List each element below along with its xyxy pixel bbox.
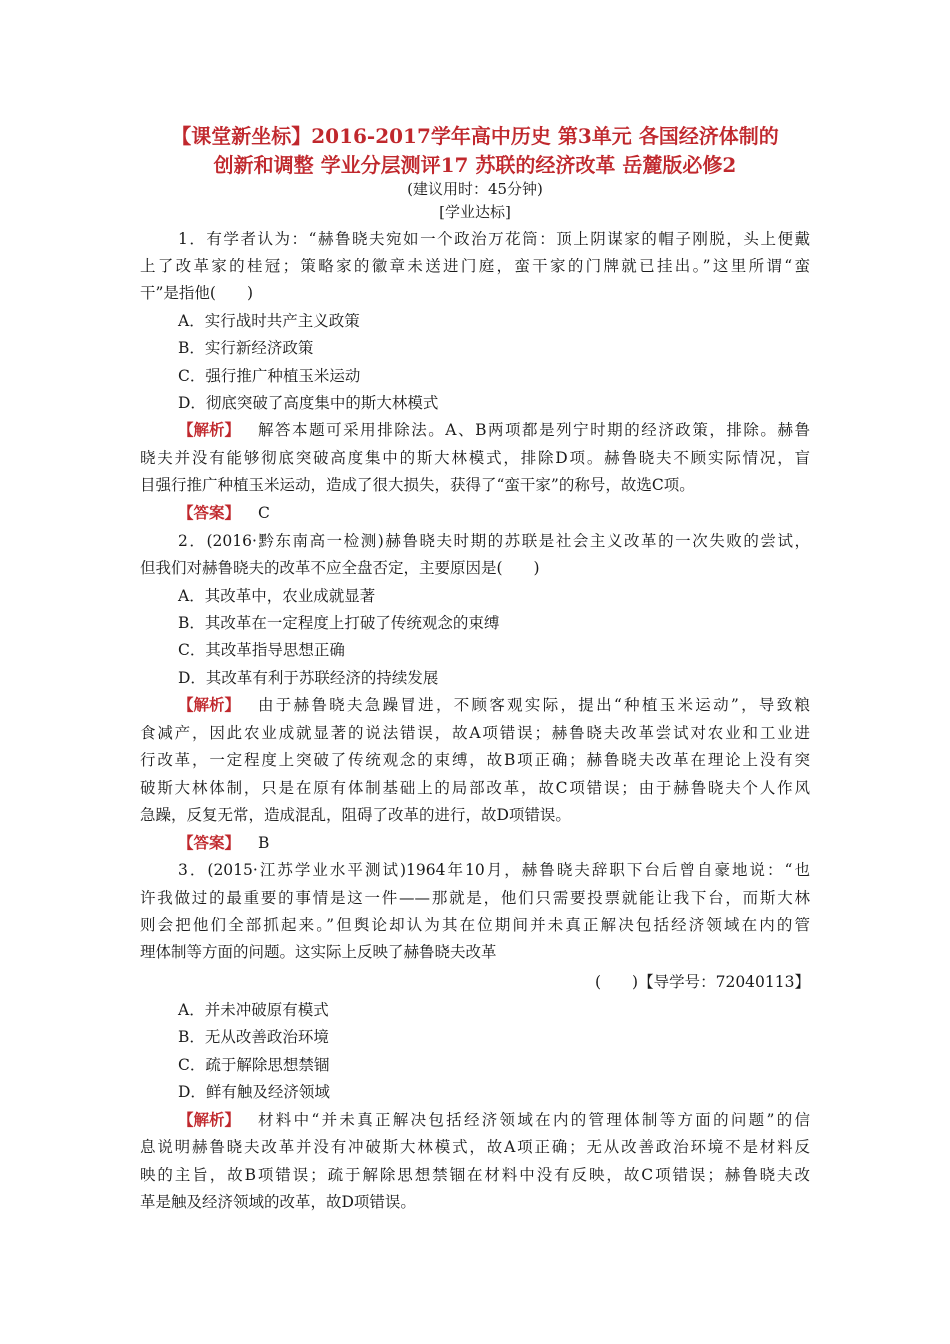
q1-answer-label: 【答案】 [178, 503, 241, 522]
q2-option-a: A．其改革中，农业成就显著 [178, 587, 376, 605]
q3-stem-line: 许我做过的最重要的事情是这一件——那就是，他们只需要投票就能让我下台，而斯大林 [140, 889, 810, 907]
q3-option-c: C．疏于解除思想禁锢 [178, 1056, 330, 1074]
q2-analysis-line: 由于赫鲁晓夫急躁冒进，不顾客观实际，提出“种植玉米运动”，导致粮 [258, 696, 810, 714]
q3-analysis-line: 材料中“并未真正解决包括经济领域在内的管理体制等方面的问题”的信 [258, 1111, 810, 1129]
time-hint: (建议用时：45分钟) [407, 180, 543, 198]
q3-option-d: D．鲜有触及经济领域 [178, 1083, 330, 1101]
q1-option-b: B．实行新经济政策 [178, 339, 314, 357]
q2-option-b: B．其改革在一定程度上打破了传统观念的束缚 [178, 614, 500, 632]
q1-stem-line: 干”是指他( ) [140, 284, 254, 302]
q3-analysis-line: 革是触及经济领域的改革，故D项错误。 [140, 1193, 416, 1211]
q1-analysis-label: 【解析】 [178, 420, 241, 439]
q3-analysis-line: 映的主旨，故B项错误；疏于解除思想禁锢在材料中没有反映，故C项错误；赫鲁晓夫改 [140, 1166, 810, 1184]
q2-analysis-line: 破斯大林体制，只是在原有体制基础上的局部改革，故C项错误；由于赫鲁晓夫个人作风 [140, 779, 810, 797]
document-title-line-1: 【课堂新坐标】2016-2017学年高中历史 第3单元 各国经济体制的 [171, 124, 779, 148]
document-title-line-2: 创新和调整 学业分层测评17 苏联的经济改革 岳麓版必修2 [213, 153, 737, 177]
q1-stem-line: 1．有学者认为：“赫鲁晓夫宛如一个政治万花筒：顶上阴谋家的帽子刚脱，头上便戴 [178, 230, 810, 248]
section-heading: [学业达标] [439, 203, 511, 221]
q3-stem-line: 3．(2015·江苏学业水平测试)1964年10月，赫鲁晓夫辞职下台后曾自豪地说：“也 [178, 861, 810, 879]
q3-option-a: A．并未冲破原有模式 [178, 1001, 329, 1019]
q3-analysis-line: 息说明赫鲁晓夫改革并没有冲破斯大林模式，故A项正确；无从改善政治环境不是材料反 [140, 1138, 810, 1156]
q3-stem-line: 则会把他们全部抓起来。”但舆论却认为其在位期间并未真正解决包括经济领域在内的管 [140, 916, 810, 934]
q1-analysis-line: 目强行推广种植玉米运动，造成了很大损失，获得了“蛮干家”的称号，故选C项。 [140, 476, 695, 494]
q2-analysis-line: 急躁，反复无常，造成混乱，阻碍了改革的进行，故D项错误。 [140, 806, 571, 824]
q2-analysis-line: 行改革，一定程度上突破了传统观念的束缚，故B项正确；赫鲁晓夫改革在理论上没有突 [140, 751, 810, 769]
q3-bracket-and-guide-number: ( )【导学号：72040113】 [595, 973, 810, 991]
q2-analysis-line: 食减产，因此农业成就显著的说法错误，故A项错误；赫鲁晓夫改革尝试对农业和工业进 [140, 724, 810, 742]
q2-stem-line: 但我们对赫鲁晓夫的改革不应全盘否定，主要原因是( ) [140, 559, 540, 577]
q1-analysis-line: 解答本题可采用排除法。A、B两项都是列宁时期的经济政策，排除。赫鲁 [258, 421, 810, 439]
q1-option-d: D．彻底突破了高度集中的斯大林模式 [178, 394, 439, 412]
q1-option-a: A．实行战时共产主义政策 [178, 312, 360, 330]
q3-analysis-label: 【解析】 [178, 1110, 241, 1129]
q2-option-d: D．其改革有利于苏联经济的持续发展 [178, 669, 439, 687]
q1-analysis-line: 晓夫并没有能够彻底突破高度集中的斯大林模式，排除D项。赫鲁晓夫不顾实际情况，盲 [140, 449, 810, 467]
q2-analysis-label: 【解析】 [178, 695, 241, 714]
q1-answer: C [258, 504, 270, 522]
q2-stem-line: 2．(2016·黔东南高一检测)赫鲁晓夫时期的苏联是社会主义改革的一次失败的尝试， [178, 532, 810, 550]
q1-option-c: C．强行推广种植玉米运动 [178, 367, 361, 385]
q2-answer-label: 【答案】 [178, 833, 241, 852]
q3-stem-line: 理体制等方面的问题。这实际上反映了赫鲁晓夫改革 [140, 943, 497, 961]
q3-option-b: B．无从改善政治环境 [178, 1028, 329, 1046]
q1-stem-line: 上了改革家的桂冠；策略家的徽章未送进门庭，蛮干家的门牌就已挂出。”这里所谓“蛮 [140, 257, 810, 275]
q2-option-c: C．其改革指导思想正确 [178, 641, 345, 659]
q2-answer: B [258, 834, 270, 852]
